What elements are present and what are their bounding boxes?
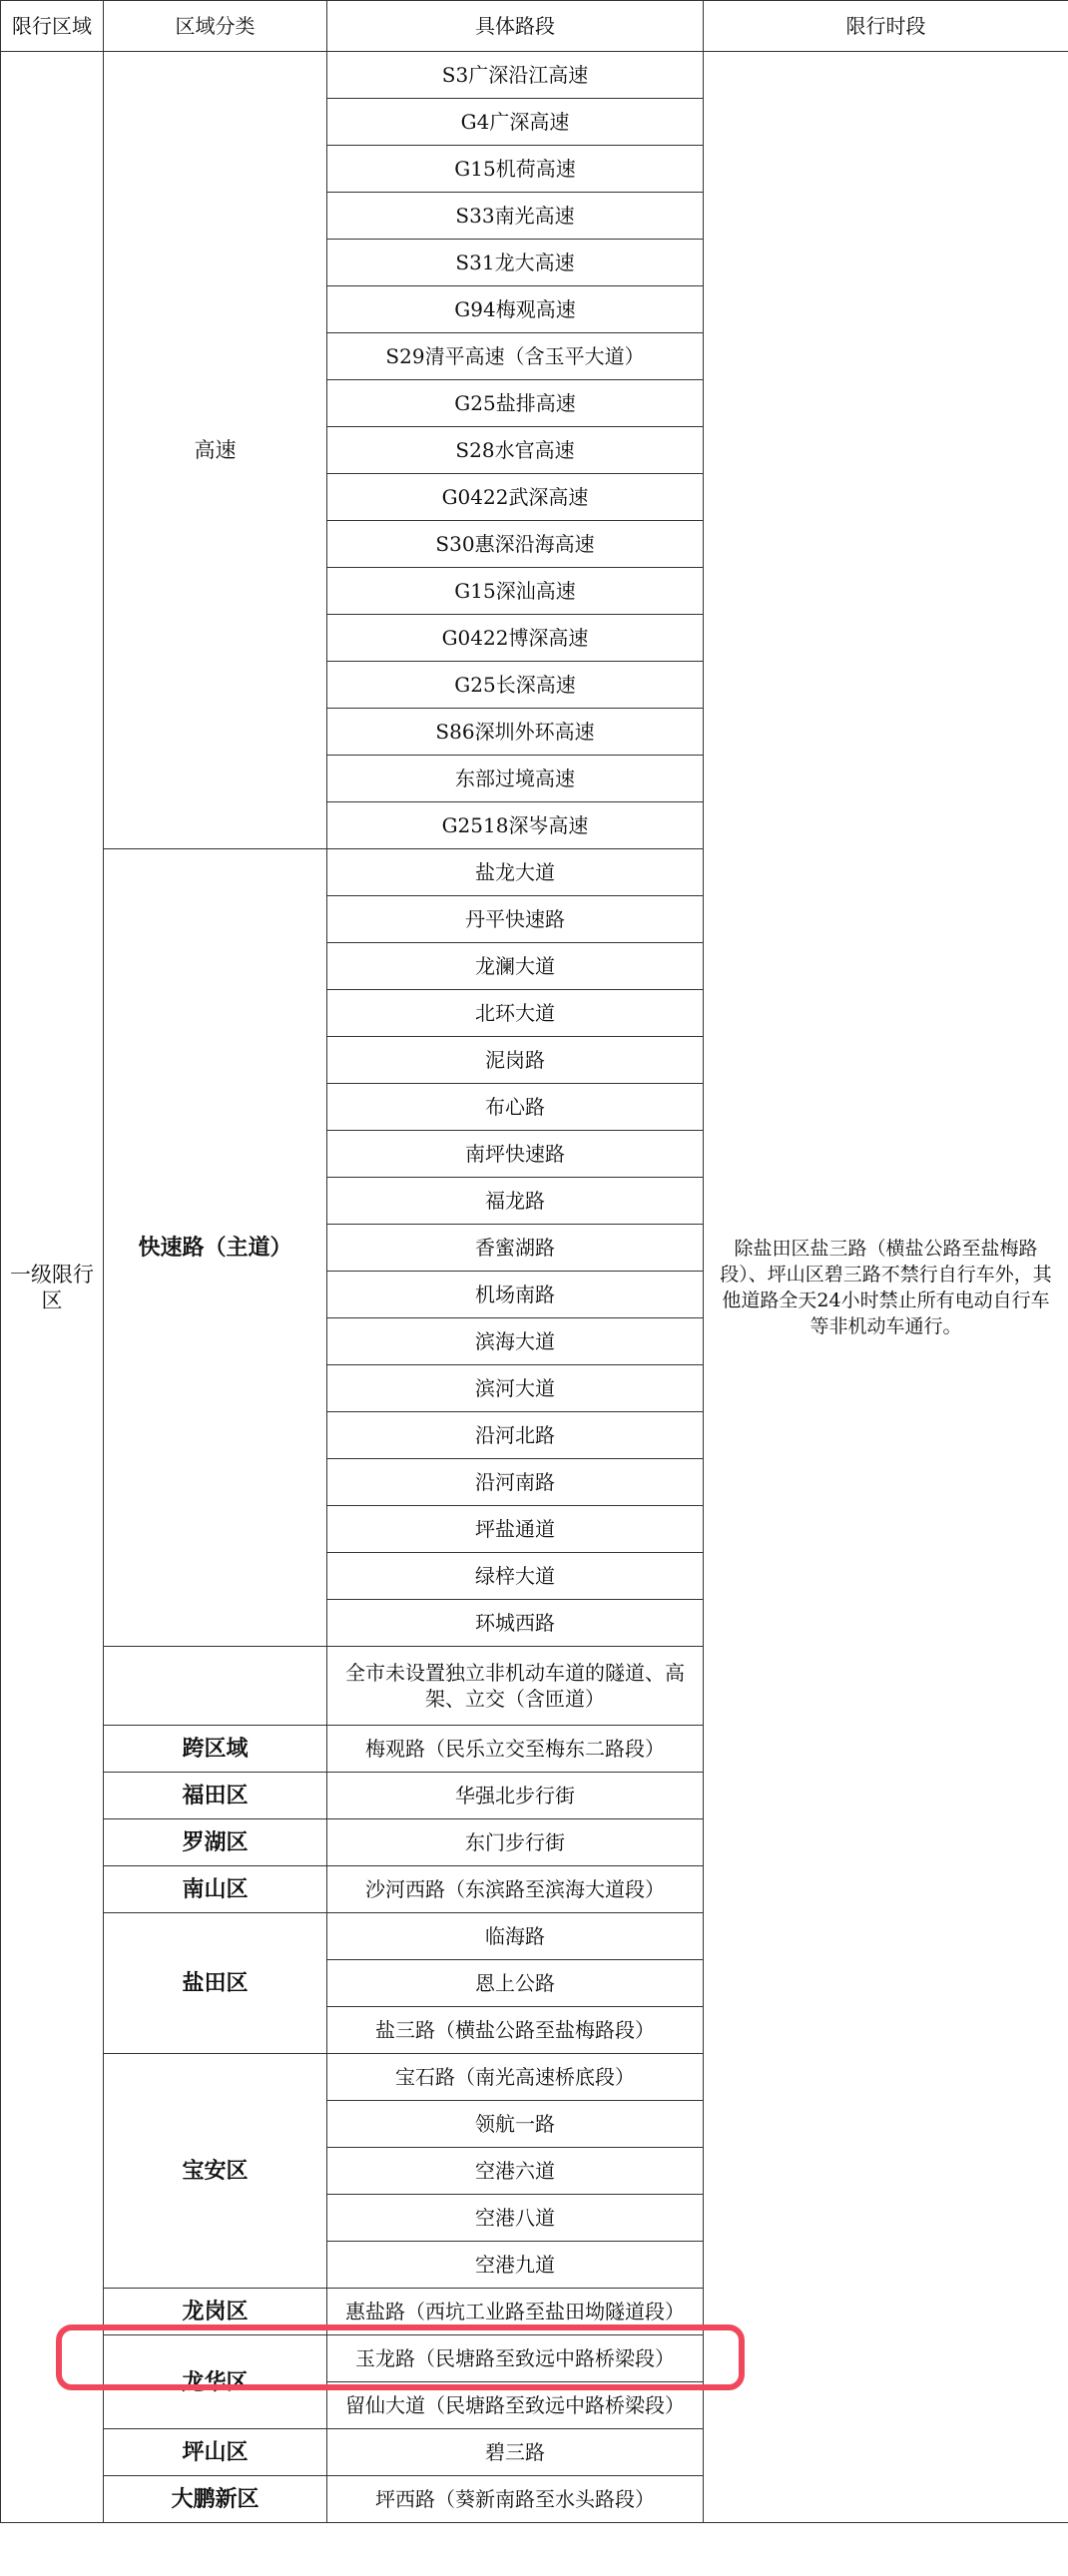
road-cell: S29清平高速（含玉平大道）: [327, 333, 704, 380]
category-cell: 快速路（主道）: [104, 849, 327, 1647]
road-cell: S3广深沿江高速: [327, 52, 704, 99]
road-cell: G0422武深高速: [327, 474, 704, 521]
road-cell: 滨海大道: [327, 1318, 704, 1365]
road-cell: 机场南路: [327, 1272, 704, 1318]
category-cell: 大鹏新区: [104, 2476, 327, 2523]
category-cell: 宝安区: [104, 2054, 327, 2289]
category-cell: 罗湖区: [104, 1819, 327, 1866]
category-cell: 盐田区: [104, 1913, 327, 2054]
road-cell: 盐三路（横盐公路至盐梅路段）: [327, 2007, 704, 2054]
road-cell: 沙河西路（东滨路至滨海大道段）: [327, 1866, 704, 1913]
highlight-box: [56, 2324, 745, 2390]
header-time: 限行时段: [704, 1, 1068, 52]
category-cell: 跨区域: [104, 1726, 327, 1773]
road-cell: 泥岗路: [327, 1037, 704, 1084]
category-cell: [104, 1647, 327, 1726]
road-cell: 空港八道: [327, 2195, 704, 2242]
road-cell: 香蜜湖路: [327, 1225, 704, 1272]
road-cell: 留仙大道（民塘路至致远中路桥梁段）: [327, 2382, 704, 2429]
road-cell: S31龙大高速: [327, 240, 704, 286]
road-cell: 碧三路: [327, 2429, 704, 2476]
road-cell: 福龙路: [327, 1178, 704, 1225]
road-cell: G2518深岑高速: [327, 802, 704, 849]
road-cell: G15深汕高速: [327, 568, 704, 615]
road-cell: 全市未设置独立非机动车道的隧道、高架、立交（含匝道）: [327, 1647, 704, 1726]
road-cell: 南坪快速路: [327, 1131, 704, 1178]
road-cell: S33南光高速: [327, 193, 704, 240]
header-zone: 限行区域: [1, 1, 104, 52]
road-cell: 北环大道: [327, 990, 704, 1037]
road-cell: S86深圳外环高速: [327, 709, 704, 756]
road-cell: G25盐排高速: [327, 380, 704, 427]
road-cell: G0422博深高速: [327, 615, 704, 662]
road-cell: 梅观路（民乐立交至梅东二路段）: [327, 1726, 704, 1773]
category-cell: 南山区: [104, 1866, 327, 1913]
table-row: [1, 52, 1068, 99]
header-road: 具体路段: [327, 1, 704, 52]
road-cell: G94梅观高速: [327, 286, 704, 333]
road-cell: 坪西路（葵新南路至水头路段）: [327, 2476, 704, 2523]
road-cell: 惠盐路（西坑工业路至盐田坳隧道段）: [327, 2289, 704, 2335]
road-cell: 华强北步行街: [327, 1773, 704, 1819]
road-cell: 东门步行街: [327, 1819, 704, 1866]
category-cell: 坪山区: [104, 2429, 327, 2476]
road-cell: S28水官高速: [327, 427, 704, 474]
road-cell: G25长深高速: [327, 662, 704, 709]
road-cell: 恩上公路: [327, 1960, 704, 2007]
road-cell: G4广深高速: [327, 99, 704, 146]
road-cell: 龙澜大道: [327, 943, 704, 990]
road-cell: 绿梓大道: [327, 1553, 704, 1600]
road-cell: S30惠深沿海高速: [327, 521, 704, 568]
table-header-row: [1, 1, 1068, 52]
road-cell: 宝石路（南光高速桥底段）: [327, 2054, 704, 2101]
category-cell: 福田区: [104, 1773, 327, 1819]
road-cell: 丹平快速路: [327, 896, 704, 943]
road-cell: 东部过境高速: [327, 756, 704, 802]
road-cell: 玉龙路（民塘路至致远中路桥梁段）: [327, 2335, 704, 2382]
road-cell: 临海路: [327, 1913, 704, 1960]
road-cell: 空港六道: [327, 2148, 704, 2195]
header-category: 区域分类: [104, 1, 327, 52]
category-cell: 龙华区: [104, 2335, 327, 2429]
category-cell: 龙岗区: [104, 2289, 327, 2335]
road-cell: 沿河北路: [327, 1412, 704, 1459]
road-cell: 空港九道: [327, 2242, 704, 2289]
road-cell: 布心路: [327, 1084, 704, 1131]
road-cell: 盐龙大道: [327, 849, 704, 896]
category-cell: 高速: [104, 52, 327, 849]
road-cell: 环城西路: [327, 1600, 704, 1647]
zone-cell: 一级限行区: [1, 52, 104, 2523]
road-cell: 坪盐通道: [327, 1506, 704, 1553]
road-cell: 滨河大道: [327, 1365, 704, 1412]
road-cell: 领航一路: [327, 2101, 704, 2148]
road-cell: G15机荷高速: [327, 146, 704, 193]
road-cell: 沿河南路: [327, 1459, 704, 1506]
time-rule-cell: 除盐田区盐三路（横盐公路至盐梅路段）、坪山区碧三路不禁行自行车外，其他道路全天24小时禁止所有电动自行车等非机动车通行。: [704, 52, 1068, 2523]
